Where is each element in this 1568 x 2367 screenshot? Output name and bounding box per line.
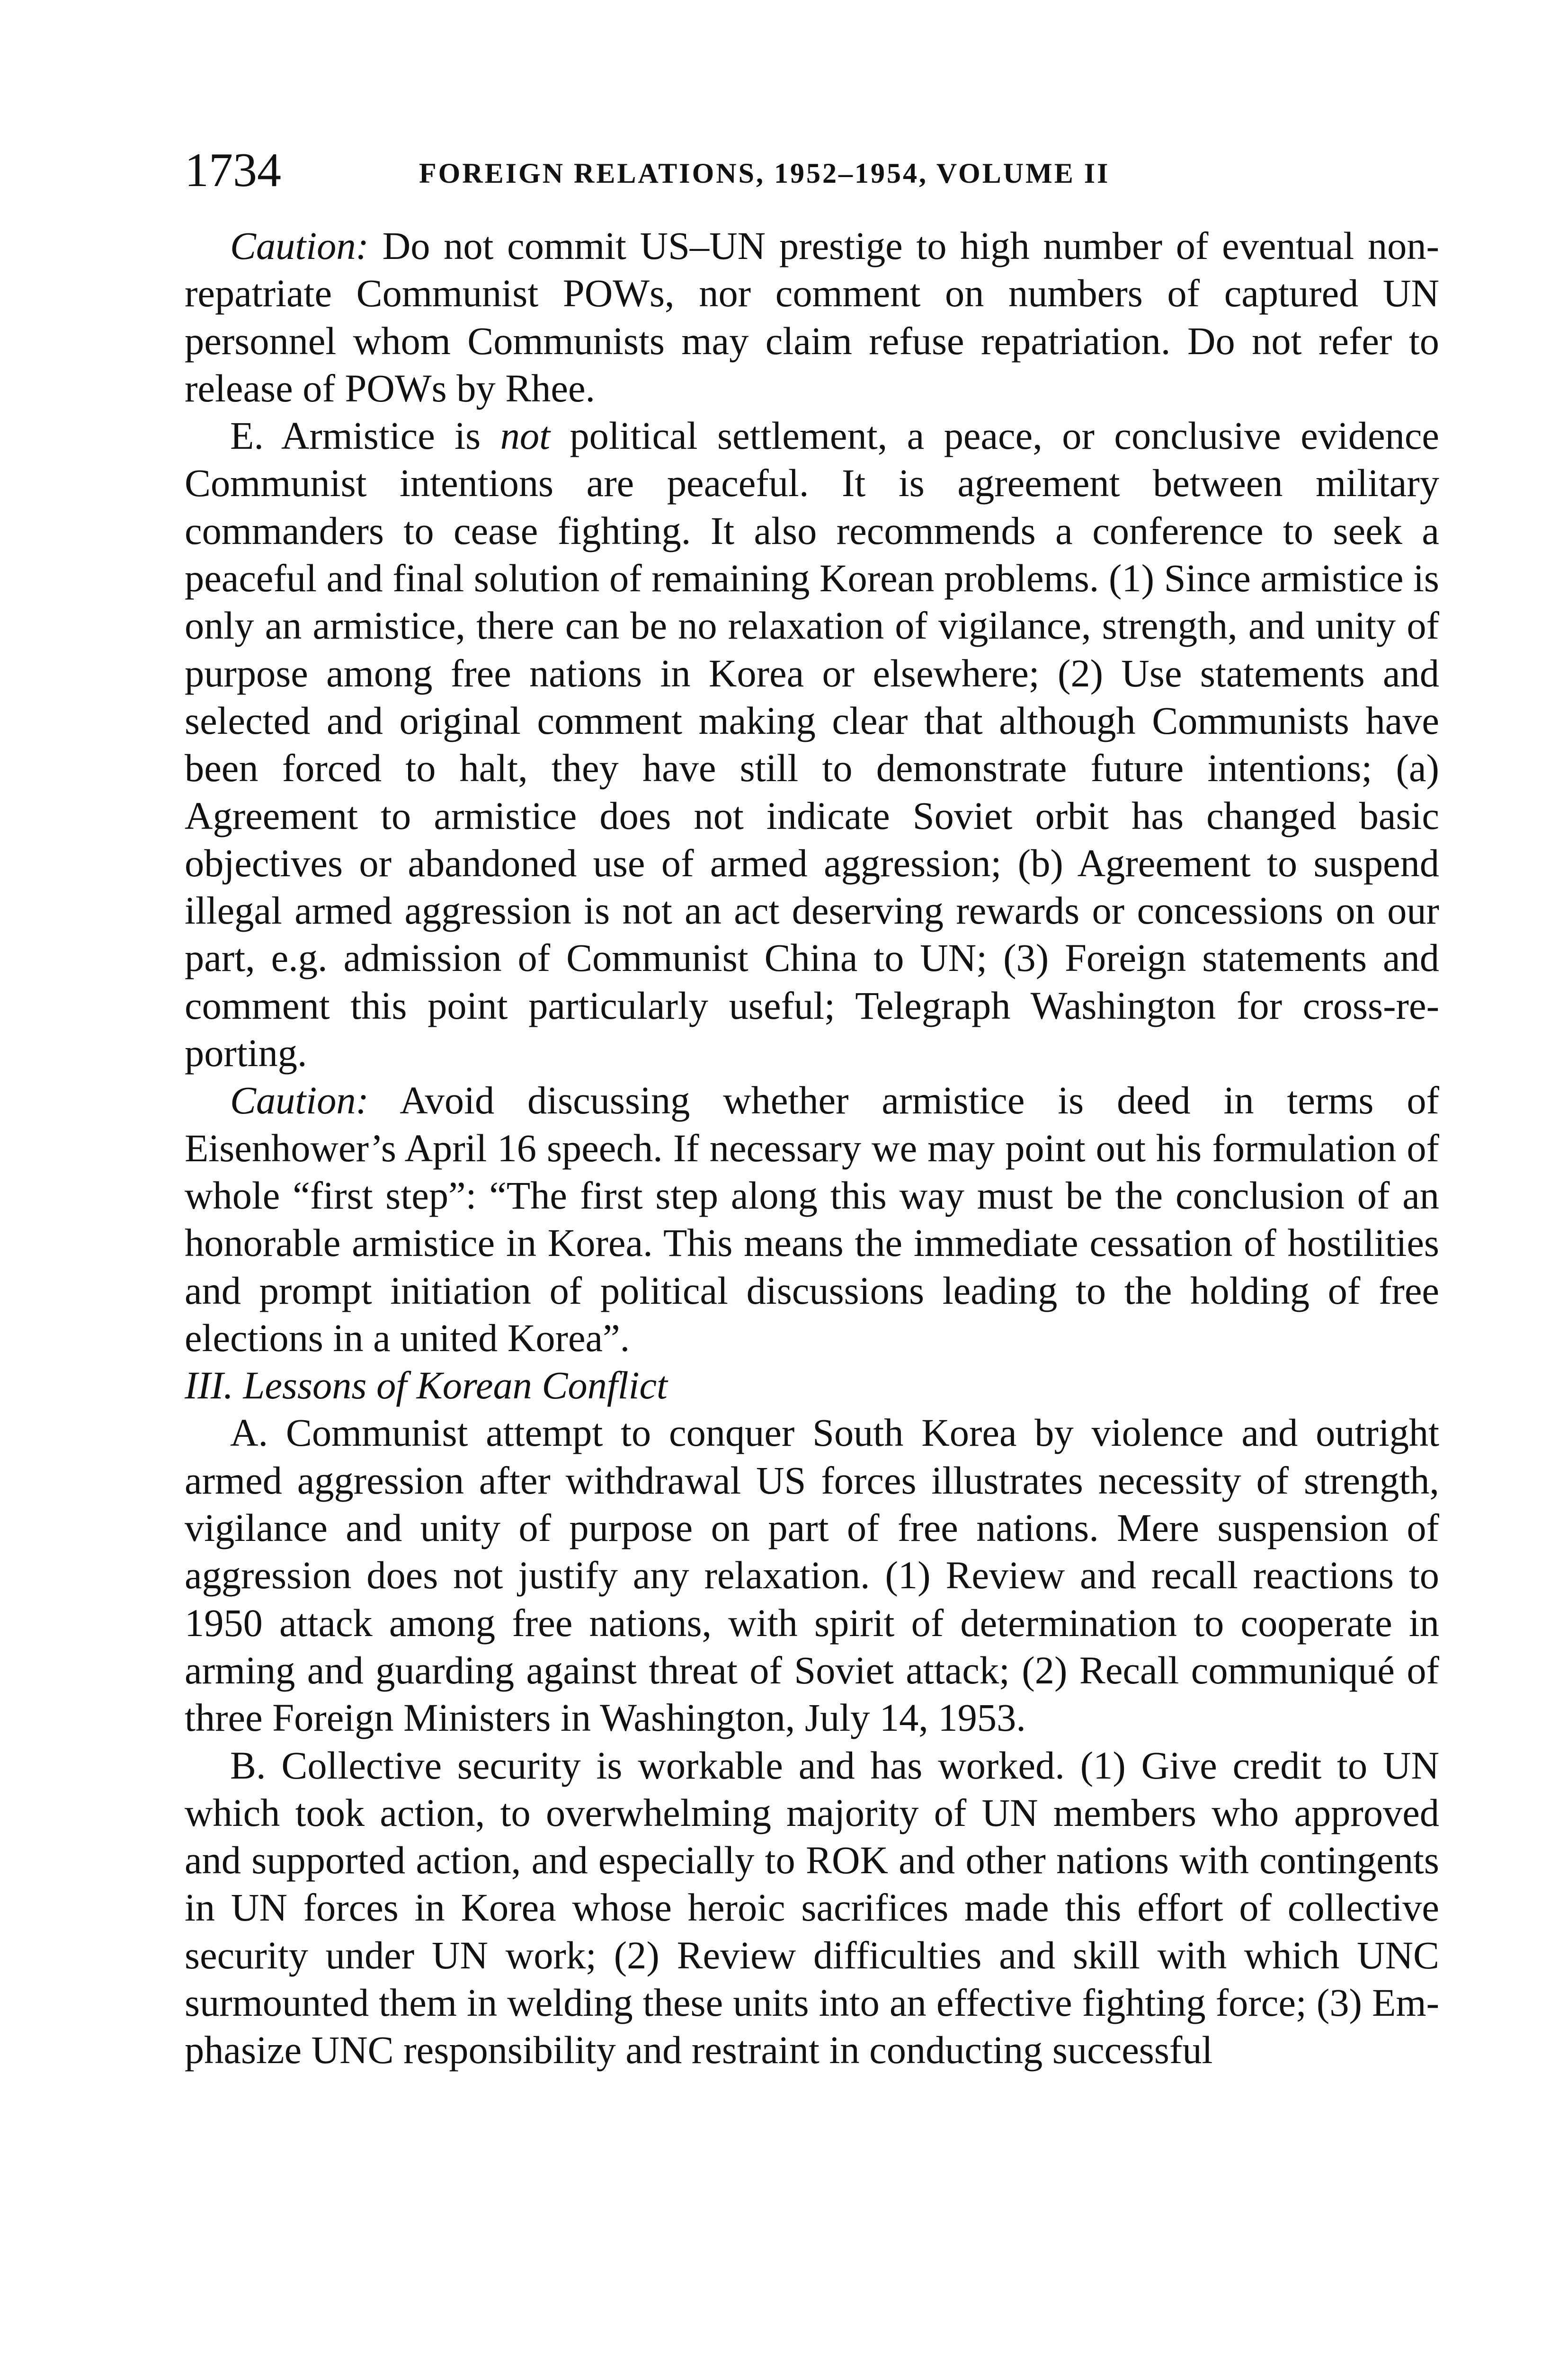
caution-paragraph-prestige xyxy=(185,222,1439,412)
document-page xyxy=(185,142,1439,2074)
running-head xyxy=(185,142,1439,208)
paragraph-text: Avoid discussing whether armistice is deed in terms of Eisenhower’s April 16 speech. If necessary we may point out his formulation of whole “first step”: “The first step along this way must be the conclusion of an honorable armistice in Korea. This means the immediate cessation of hostilities and prompt initiation of political discussions leading to the holding of free elections in a united Korea”. xyxy=(185,1079,1439,1360)
running-title: FOREIGN RELATIONS, 1952–1954, VOLUME II xyxy=(419,158,1110,189)
page-number: 1734 xyxy=(185,143,281,197)
paragraph-armistice-not-settlement xyxy=(185,412,1439,1077)
paragraph-text: E. Armistice is xyxy=(230,414,500,458)
paragraph-collective-security: B. Collective security is workable and has worked. (1) Give credit to UN which took action, to overwhelming majority of UN members who approved and supported action, and especially to ROK and other nations with contingents in UN forces in Korea whose heroic sacrifices made this effort of collective security under UN work; (2) Review difficulties and skill with which UNC surmounted them in welding these units into an effective fighting force; (3) Emphasize UNC responsibility and restraint in conducting successful xyxy=(185,1744,1439,2072)
section-heading: III. Lessons of Korean Conflict xyxy=(185,1364,668,1407)
caution-label: Caution: xyxy=(230,1079,369,1122)
paragraph-communist-attempt: A. Communist attempt to conquer South Korea by violence and outright armed aggression after withdrawal US forces illustrates necessity of strength, vigilance and unity of purpose on part of free nations. Mere suspension of aggression does not justify any relaxation. (1) Review and recall reactions to 1950 attack among free nations, with spirit of determination to cooperate in arming and guarding against threat of Soviet attack; (2) Recall communiqué of three Foreign Ministers in Washington, July 14, 1953. xyxy=(185,1411,1439,1740)
emphasis-not: not xyxy=(500,414,550,458)
paragraph-text: Do not commit US–UN prestige to high number of eventual non-repatriate Communist POWs, nor comment on numbers of captured UN personnel whom Communists may claim refuse repatriation. Do not refer to release of POWs by Rhee. xyxy=(185,224,1439,410)
caution-label: Caution: xyxy=(230,224,369,267)
caution-paragraph-eisenhower xyxy=(185,1077,1439,1362)
body-text xyxy=(185,222,1439,2074)
paragraph-text: political settlement, a peace, or conclusive evidence Communist intentions are peaceful. It is agreement between military commanders to cease fighting. It also recommends a conference to seek a peaceful and final solution of remaining Korean problems. (1) Since armistice is only an armistice, there can be no relaxation of vigilance, strength, and unity of purpose among free nations in Korea or elsewhere; (2) Use statements and selected and original comment making clear that although Communists have been forced to halt, they have still to demonstrate future intentions; (a) Agreement to armistice does not indicate Soviet orbit has changed basic objectives or abandoned use of armed aggression; (b) Agreement to suspend illegal armed aggression is not an act deserving rewards or concessions on our part, e.g. admission of Communist China to UN; (3) Foreign statements and comment this point particularly useful; Telegraph Washington for cross-reporting. xyxy=(185,414,1439,1075)
